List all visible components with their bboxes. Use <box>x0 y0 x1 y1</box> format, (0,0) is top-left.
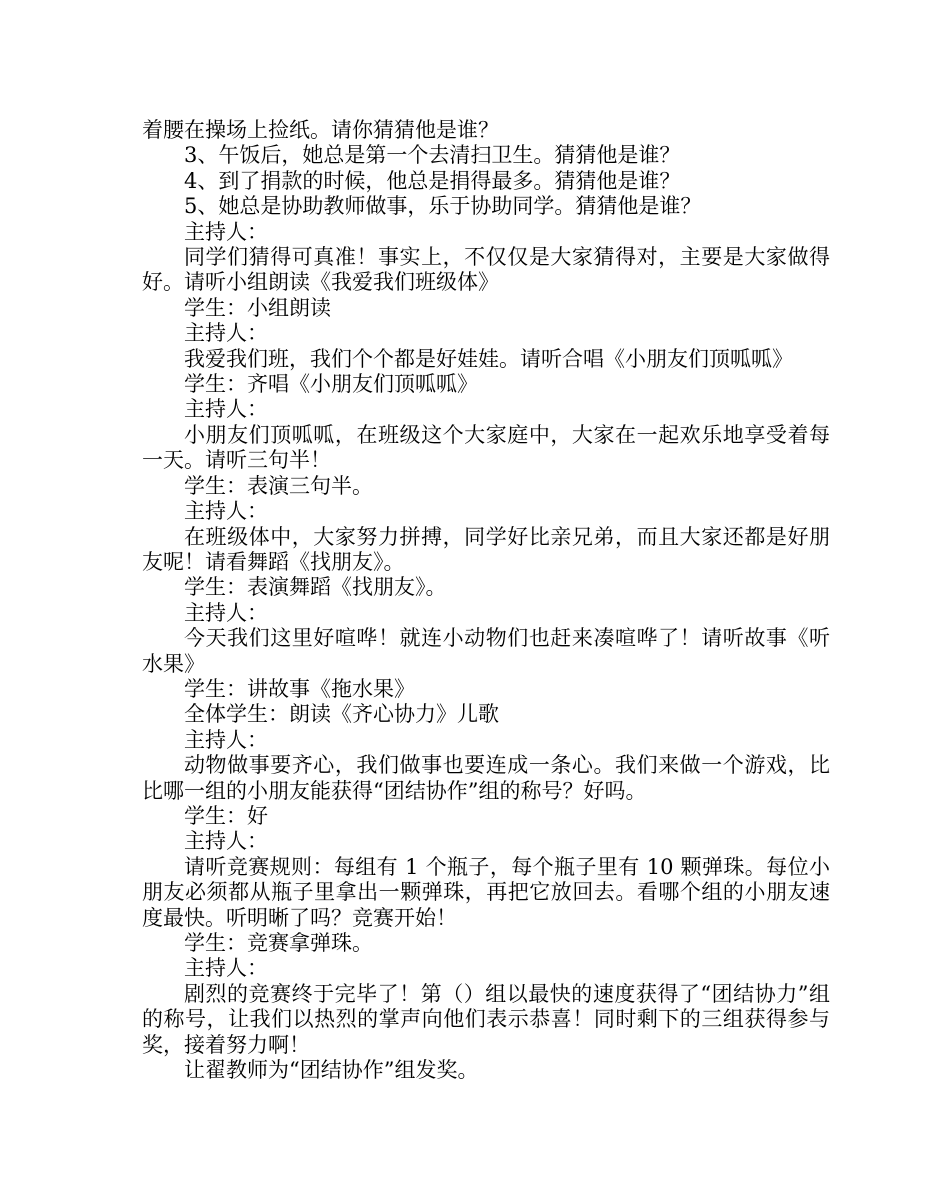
document-body <box>142 118 830 1083</box>
paragraph: 学生：表演舞蹈《找朋友》。 <box>184 575 447 600</box>
paragraph: 学生：表演三句半。 <box>184 473 373 498</box>
speaker-label: 主持人： <box>184 219 268 244</box>
paragraph: 4、到了捐款的时候，他总是捐得最多。猜猜他是谁？ <box>184 168 681 193</box>
paragraph: 小朋友们顶呱呱，在班级这个大家庭中，大家在一起欢乐地享受着每一天。请听三句半！ <box>142 422 830 473</box>
paragraph: 学生：讲故事《拖水果》 <box>184 676 415 701</box>
paragraph: 剧烈的竞赛终于完毕了！第（）组以最快的速度获得了“团结协力”组的称号，让我们以热烈的掌声向他们表示恭喜！同时剩下的三组获得参与奖，接着努力啊！ <box>142 981 830 1057</box>
speaker-label: 主持人： <box>184 829 268 854</box>
paragraph: 学生：好 <box>184 803 268 828</box>
paragraph: 学生：竞赛拿弹珠。 <box>184 931 373 955</box>
speaker-label: 主持人： <box>184 600 268 625</box>
paragraph: 5、她总是协助教师做事，乐于协助同学。猜猜他是谁？ <box>184 194 702 219</box>
paragraph: 3、午饭后，她总是第一个去清扫卫生。猜猜他是谁？ <box>184 143 681 168</box>
paragraph: 同学们猜得可真准！事实上，不仅仅是大家猜得对，主要是大家做得好。请听小组朗读《我爱我们班级体》 <box>142 245 830 295</box>
paragraph: 我爱我们班，我们个个都是好娃娃。请听合唱《小朋友们顶呱呱》 <box>184 346 793 371</box>
paragraph: 着腰在操场上捡纸。请你猜猜他是谁？ <box>142 118 499 142</box>
paragraph: 学生：小组朗读 <box>184 295 331 320</box>
paragraph: 学生：齐唱《小朋友们顶呱呱》 <box>184 372 478 397</box>
paragraph: 动物做事要齐心，我们做事也要连成一条心。我们来做一个游戏，比比哪一组的小朋友能获得“团结协作”组的称号？好吗。 <box>142 753 830 803</box>
speaker-label: 主持人： <box>184 321 268 346</box>
paragraph: 在班级体中，大家努力拼搏，同学好比亲兄弟，而且大家还都是好朋友呢！请看舞蹈《找朋友》。 <box>142 524 830 574</box>
paragraph: 让翟教师为“团结协作”组发奖。 <box>184 1058 479 1083</box>
paragraph: 今天我们这里好喧哗！就连小动物们也赶来凑喧哗了！请听故事《听水果》 <box>142 626 830 676</box>
speaker-label: 主持人： <box>184 956 268 981</box>
speaker-label: 主持人： <box>184 727 268 752</box>
speaker-label: 主持人： <box>184 397 268 422</box>
paragraph: 请听竞赛规则：每组有 1 个瓶子，每个瓶子里有 10 颗弹珠。每位小朋友必须都从瓶子里拿出一颗弹珠，再把它放回去。看哪个组的小朋友速度最快。听明晰了吗？竞赛开始！ <box>142 854 830 930</box>
paragraph: 全体学生：朗读《齐心协力》儿歌 <box>184 702 499 727</box>
speaker-label: 主持人： <box>184 499 268 524</box>
